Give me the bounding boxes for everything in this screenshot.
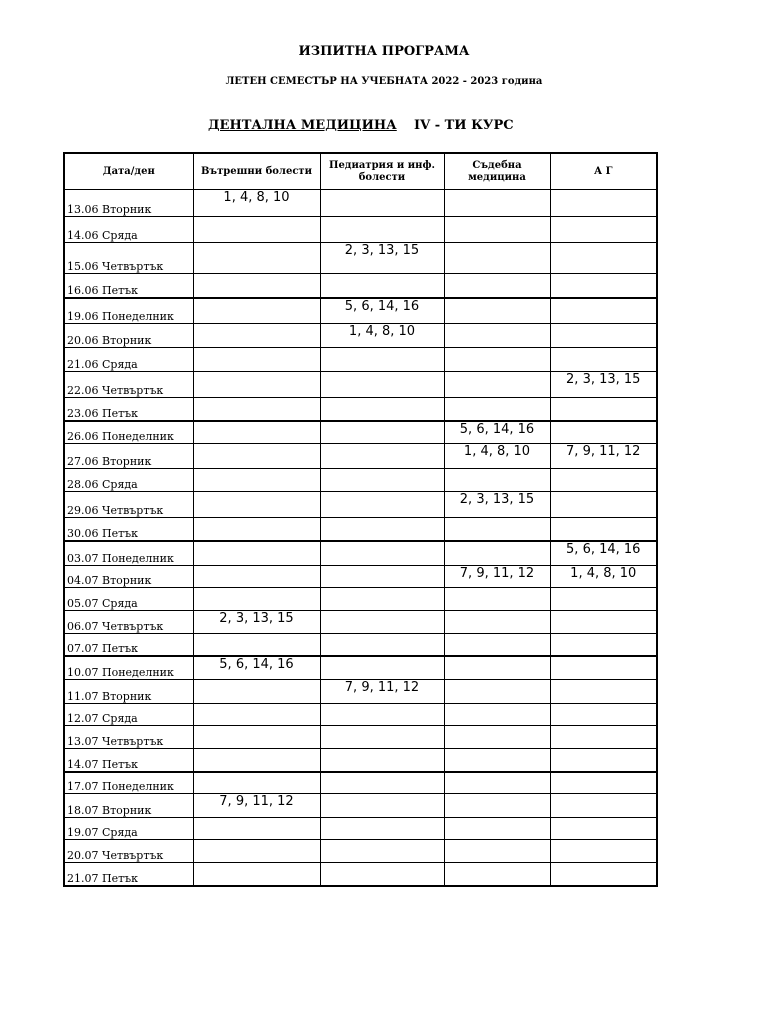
row-cell bbox=[320, 588, 444, 611]
row-cell bbox=[193, 518, 320, 541]
schedule-body bbox=[64, 190, 657, 886]
row-cell: 7, 9, 11, 12 bbox=[320, 680, 444, 704]
row-cell bbox=[444, 298, 550, 324]
row-cell bbox=[320, 398, 444, 421]
row-cell bbox=[444, 243, 550, 274]
table-row bbox=[64, 217, 657, 243]
row-cell bbox=[550, 588, 657, 611]
row-date: 20.06 Вторник bbox=[64, 324, 193, 348]
row-cell bbox=[193, 217, 320, 243]
row-date: 14.06 Сряда bbox=[64, 217, 193, 243]
row-cell bbox=[550, 611, 657, 634]
row-cell bbox=[193, 469, 320, 492]
row-cell bbox=[193, 680, 320, 704]
row-cell bbox=[444, 541, 550, 566]
row-date: 17.07 Понеделник bbox=[64, 772, 193, 794]
table-row bbox=[64, 372, 657, 398]
row-cell bbox=[320, 749, 444, 772]
row-cell bbox=[550, 469, 657, 492]
row-cell: 7, 9, 11, 12 bbox=[193, 794, 320, 818]
table-row bbox=[64, 611, 657, 634]
row-cell bbox=[193, 749, 320, 772]
row-cell bbox=[320, 372, 444, 398]
row-cell bbox=[320, 656, 444, 680]
row-cell bbox=[550, 492, 657, 518]
row-cell bbox=[320, 772, 444, 794]
table-header-row bbox=[64, 153, 657, 190]
row-cell bbox=[320, 794, 444, 818]
table-row bbox=[64, 518, 657, 541]
row-date: 06.07 Четвъртък bbox=[64, 611, 193, 634]
row-date: 18.07 Вторник bbox=[64, 794, 193, 818]
row-cell bbox=[444, 726, 550, 749]
document-subtitle: ЛЕТЕН СЕМЕСТЪР НА УЧЕБНАТА 2022 - 2023 година bbox=[225, 76, 543, 87]
table-row bbox=[64, 634, 657, 656]
table-row bbox=[64, 840, 657, 863]
row-date: 05.07 Сряда bbox=[64, 588, 193, 611]
row-date: 16.06 Петък bbox=[64, 274, 193, 298]
row-cell bbox=[320, 566, 444, 588]
row-cell bbox=[320, 492, 444, 518]
row-cell bbox=[320, 190, 444, 217]
column-header-forensic-medicine: Съдебна медицина bbox=[444, 153, 550, 190]
row-cell bbox=[550, 217, 657, 243]
row-cell bbox=[444, 190, 550, 217]
table-row bbox=[64, 749, 657, 772]
row-cell bbox=[193, 863, 320, 886]
row-cell bbox=[550, 274, 657, 298]
row-cell: 1, 4, 8, 10 bbox=[550, 566, 657, 588]
row-cell bbox=[444, 749, 550, 772]
table-row bbox=[64, 772, 657, 794]
row-cell bbox=[193, 243, 320, 274]
row-cell bbox=[193, 772, 320, 794]
row-cell bbox=[550, 680, 657, 704]
row-cell bbox=[444, 656, 550, 680]
row-date: 20.07 Четвъртък bbox=[64, 840, 193, 863]
row-cell bbox=[193, 541, 320, 566]
row-cell bbox=[444, 680, 550, 704]
row-cell bbox=[550, 298, 657, 324]
row-date: 19.06 Понеделник bbox=[64, 298, 193, 324]
row-cell bbox=[550, 324, 657, 348]
exam-schedule-table bbox=[63, 152, 658, 887]
row-cell bbox=[550, 818, 657, 840]
table-row bbox=[64, 680, 657, 704]
row-date: 21.07 Петък bbox=[64, 863, 193, 886]
row-cell bbox=[320, 634, 444, 656]
specialty-name: ДЕНТАЛНА МЕДИЦИНА bbox=[208, 118, 397, 133]
row-cell bbox=[444, 274, 550, 298]
row-cell: 1, 4, 8, 10 bbox=[320, 324, 444, 348]
column-header-date: Дата/ден bbox=[64, 153, 193, 190]
row-cell bbox=[550, 421, 657, 444]
table-row bbox=[64, 588, 657, 611]
row-cell bbox=[444, 840, 550, 863]
table-row bbox=[64, 863, 657, 886]
row-date: 07.07 Петък bbox=[64, 634, 193, 656]
row-cell bbox=[444, 863, 550, 886]
row-cell bbox=[193, 274, 320, 298]
table-row bbox=[64, 794, 657, 818]
table-row bbox=[64, 704, 657, 726]
row-cell bbox=[444, 217, 550, 243]
row-cell bbox=[550, 749, 657, 772]
row-cell: 5, 6, 14, 16 bbox=[193, 656, 320, 680]
row-cell bbox=[550, 190, 657, 217]
row-cell bbox=[320, 863, 444, 886]
row-cell bbox=[550, 243, 657, 274]
row-cell bbox=[550, 840, 657, 863]
row-date: 15.06 Четвъртък bbox=[64, 243, 193, 274]
row-cell: 7, 9, 11, 12 bbox=[444, 566, 550, 588]
table-row bbox=[64, 274, 657, 298]
row-cell bbox=[320, 274, 444, 298]
row-date: 10.07 Понеделник bbox=[64, 656, 193, 680]
row-cell bbox=[193, 840, 320, 863]
row-cell bbox=[193, 818, 320, 840]
row-cell: 5, 6, 14, 16 bbox=[444, 421, 550, 444]
table-row bbox=[64, 656, 657, 680]
row-date: 29.06 Четвъртък bbox=[64, 492, 193, 518]
row-cell bbox=[444, 372, 550, 398]
table-row bbox=[64, 492, 657, 518]
row-cell bbox=[444, 794, 550, 818]
row-cell: 2, 3, 13, 15 bbox=[444, 492, 550, 518]
table-row bbox=[64, 566, 657, 588]
row-cell: 2, 3, 13, 15 bbox=[193, 611, 320, 634]
column-header-obstetrics: А Г bbox=[550, 153, 657, 190]
row-cell: 5, 6, 14, 16 bbox=[550, 541, 657, 566]
row-date: 23.06 Петък bbox=[64, 398, 193, 421]
row-cell bbox=[444, 518, 550, 541]
row-cell bbox=[193, 492, 320, 518]
table-row bbox=[64, 243, 657, 274]
row-cell bbox=[193, 348, 320, 372]
row-cell bbox=[444, 588, 550, 611]
table-row bbox=[64, 818, 657, 840]
row-cell bbox=[320, 726, 444, 749]
course-label: IV - ТИ КУРС bbox=[414, 118, 514, 133]
row-date: 12.07 Сряда bbox=[64, 704, 193, 726]
row-cell bbox=[444, 348, 550, 372]
row-cell bbox=[320, 518, 444, 541]
column-header-internal-diseases: Вътрешни болести bbox=[193, 153, 320, 190]
row-cell bbox=[550, 348, 657, 372]
table-row bbox=[64, 348, 657, 372]
row-cell bbox=[444, 818, 550, 840]
row-cell bbox=[444, 469, 550, 492]
row-cell bbox=[444, 704, 550, 726]
row-cell bbox=[193, 634, 320, 656]
row-cell bbox=[550, 656, 657, 680]
row-date: 28.06 Сряда bbox=[64, 469, 193, 492]
row-cell: 1, 4, 8, 10 bbox=[444, 444, 550, 469]
row-cell: 5, 6, 14, 16 bbox=[320, 298, 444, 324]
row-cell bbox=[550, 398, 657, 421]
row-cell bbox=[444, 398, 550, 421]
row-cell bbox=[193, 704, 320, 726]
row-cell bbox=[550, 634, 657, 656]
row-cell: 1, 4, 8, 10 bbox=[193, 190, 320, 217]
table-row bbox=[64, 324, 657, 348]
row-cell bbox=[193, 398, 320, 421]
row-cell bbox=[550, 726, 657, 749]
row-cell bbox=[193, 372, 320, 398]
row-cell bbox=[444, 611, 550, 634]
row-date: 11.07 Вторник bbox=[64, 680, 193, 704]
row-cell bbox=[193, 566, 320, 588]
row-cell bbox=[444, 324, 550, 348]
row-cell bbox=[320, 840, 444, 863]
row-date: 30.06 Петък bbox=[64, 518, 193, 541]
document-title: ИЗПИТНА ПРОГРАМА bbox=[298, 44, 470, 59]
row-cell bbox=[193, 444, 320, 469]
row-date: 26.06 Понеделник bbox=[64, 421, 193, 444]
row-cell bbox=[193, 421, 320, 444]
table-row bbox=[64, 398, 657, 421]
row-date: 13.06 Вторник bbox=[64, 190, 193, 217]
row-cell bbox=[444, 634, 550, 656]
row-cell bbox=[550, 794, 657, 818]
row-date: 27.06 Вторник bbox=[64, 444, 193, 469]
row-date: 21.06 Сряда bbox=[64, 348, 193, 372]
row-cell: 2, 3, 13, 15 bbox=[320, 243, 444, 274]
row-cell bbox=[550, 772, 657, 794]
row-cell bbox=[320, 541, 444, 566]
row-cell bbox=[320, 444, 444, 469]
row-cell bbox=[444, 772, 550, 794]
row-cell bbox=[320, 421, 444, 444]
row-cell: 2, 3, 13, 15 bbox=[550, 372, 657, 398]
row-cell bbox=[193, 298, 320, 324]
row-cell: 7, 9, 11, 12 bbox=[550, 444, 657, 469]
row-cell bbox=[193, 726, 320, 749]
row-date: 03.07 Понеделник bbox=[64, 541, 193, 566]
row-date: 13.07 Четвъртък bbox=[64, 726, 193, 749]
row-cell bbox=[193, 588, 320, 611]
row-date: 19.07 Сряда bbox=[64, 818, 193, 840]
row-date: 14.07 Петък bbox=[64, 749, 193, 772]
table-row bbox=[64, 421, 657, 444]
row-cell bbox=[550, 704, 657, 726]
row-date: 04.07 Вторник bbox=[64, 566, 193, 588]
row-cell bbox=[320, 348, 444, 372]
table-row bbox=[64, 469, 657, 492]
table-row bbox=[64, 541, 657, 566]
row-cell bbox=[550, 518, 657, 541]
row-date: 22.06 Четвъртък bbox=[64, 372, 193, 398]
row-cell bbox=[320, 611, 444, 634]
table-row bbox=[64, 726, 657, 749]
row-cell bbox=[550, 863, 657, 886]
row-cell bbox=[193, 324, 320, 348]
column-header-pediatrics: Педиатрия и инф. болести bbox=[320, 153, 444, 190]
row-cell bbox=[320, 217, 444, 243]
table-row bbox=[64, 298, 657, 324]
row-cell bbox=[320, 818, 444, 840]
table-row bbox=[64, 444, 657, 469]
row-cell bbox=[320, 469, 444, 492]
table-row bbox=[64, 190, 657, 217]
row-cell bbox=[320, 704, 444, 726]
